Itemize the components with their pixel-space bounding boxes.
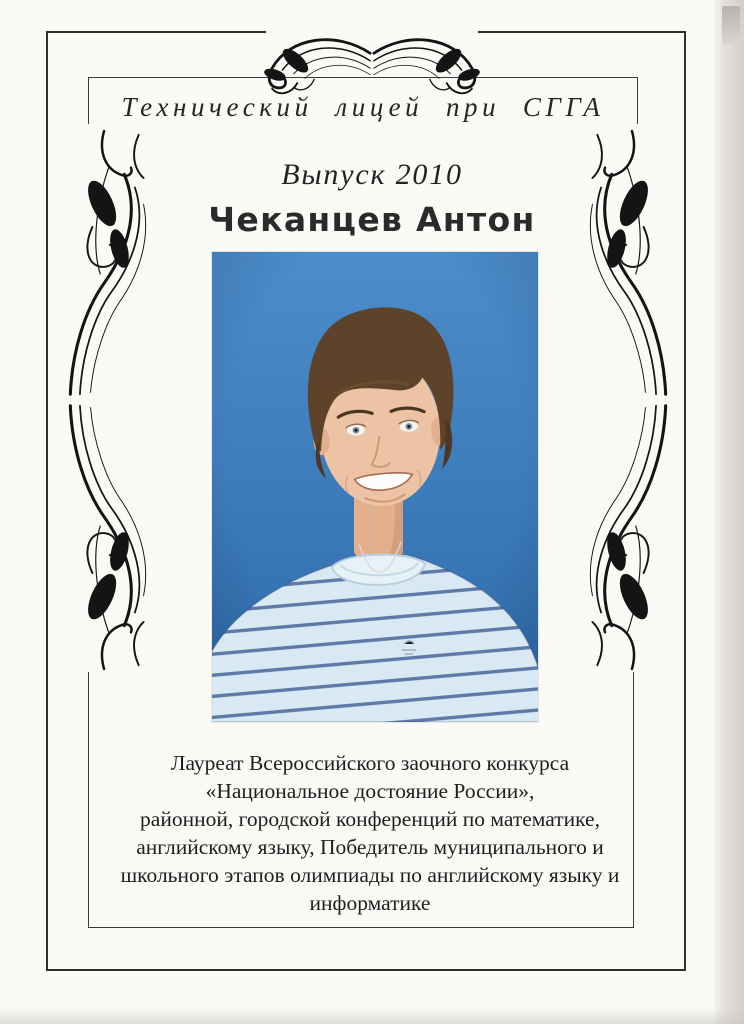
flourish-right-bottom	[578, 402, 684, 684]
scan-bottom-shadow	[0, 1008, 744, 1024]
edition-label: Выпуск 2010	[281, 158, 463, 191]
achievements-line: школьного этапов олимпиады по английскому языку и	[120, 863, 620, 887]
scan-edge-strip	[714, 0, 744, 1024]
achievements-line: «Национальное достояние России»,	[205, 779, 535, 803]
scan-edge-mark	[722, 6, 740, 44]
achievements-line: районной, городской конференций по математике,	[140, 807, 600, 831]
student-photo	[212, 252, 538, 722]
student-photo-image	[212, 252, 538, 722]
flourish-left-bottom	[52, 402, 158, 684]
achievements-line: информатике	[309, 891, 431, 915]
floral-ornament-top	[260, 29, 484, 99]
achievements-line: Лауреат Всероссийского заочного конкурса	[170, 751, 570, 775]
achievements-line: английскому языку, Победитель муниципального и	[136, 835, 604, 859]
school-title: Технический лицей при СГГА	[121, 91, 605, 122]
achievements-text	[100, 749, 640, 917]
student-name: Чеканцев Антон	[208, 200, 536, 239]
